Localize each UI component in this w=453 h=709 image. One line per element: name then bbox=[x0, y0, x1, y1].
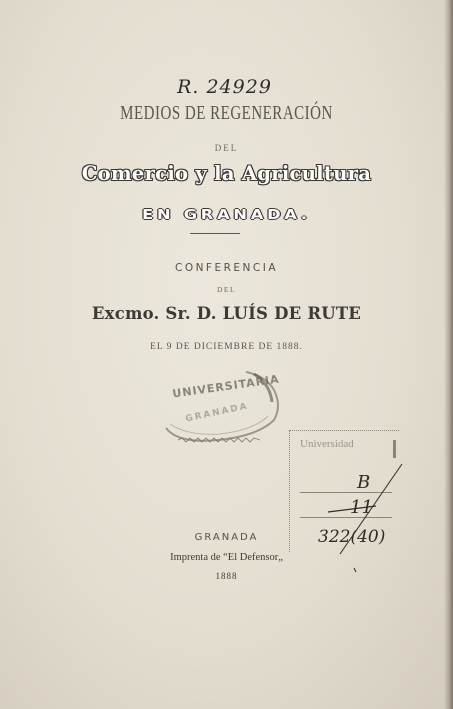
title-line-3: EN GRANADA. bbox=[142, 208, 311, 223]
catalog-handwritten-1: B bbox=[357, 472, 371, 493]
imprint-printer: Imprenta de “El Defensor„ bbox=[170, 552, 283, 563]
catalog-label-header: Universidad bbox=[300, 438, 354, 450]
catalog-handwritten-3: 322(40) bbox=[318, 527, 386, 547]
imprint-city: GRANADA bbox=[194, 532, 259, 543]
stamp-text-bottom: GRANADA bbox=[184, 401, 250, 425]
title-del: DEL bbox=[214, 143, 239, 153]
title-divider bbox=[190, 233, 240, 234]
speaker-del: DEL bbox=[216, 285, 237, 294]
catalog-handwritten-2: 11 bbox=[350, 497, 373, 518]
speaker-name: Excmo. Sr. D. LUÍS DE RUTE bbox=[91, 304, 362, 323]
lecture-date: EL 9 DE DICIEMBRE DE 1888. bbox=[150, 342, 303, 352]
imprint-year: 1888 bbox=[215, 571, 238, 581]
title-line-1: MEDIOS DE REGENERACIÓN bbox=[120, 103, 333, 125]
ornament-divider bbox=[178, 437, 260, 443]
conferencia-heading: CONFERENCIA bbox=[174, 262, 279, 274]
title-line-2: Comercio y la Agricultura bbox=[81, 162, 372, 185]
catalog-label-mark bbox=[393, 440, 396, 458]
stamp-text-top: UNIVERSITARIA bbox=[171, 372, 281, 401]
handwritten-shelfmark: R. 24929 bbox=[177, 76, 272, 98]
